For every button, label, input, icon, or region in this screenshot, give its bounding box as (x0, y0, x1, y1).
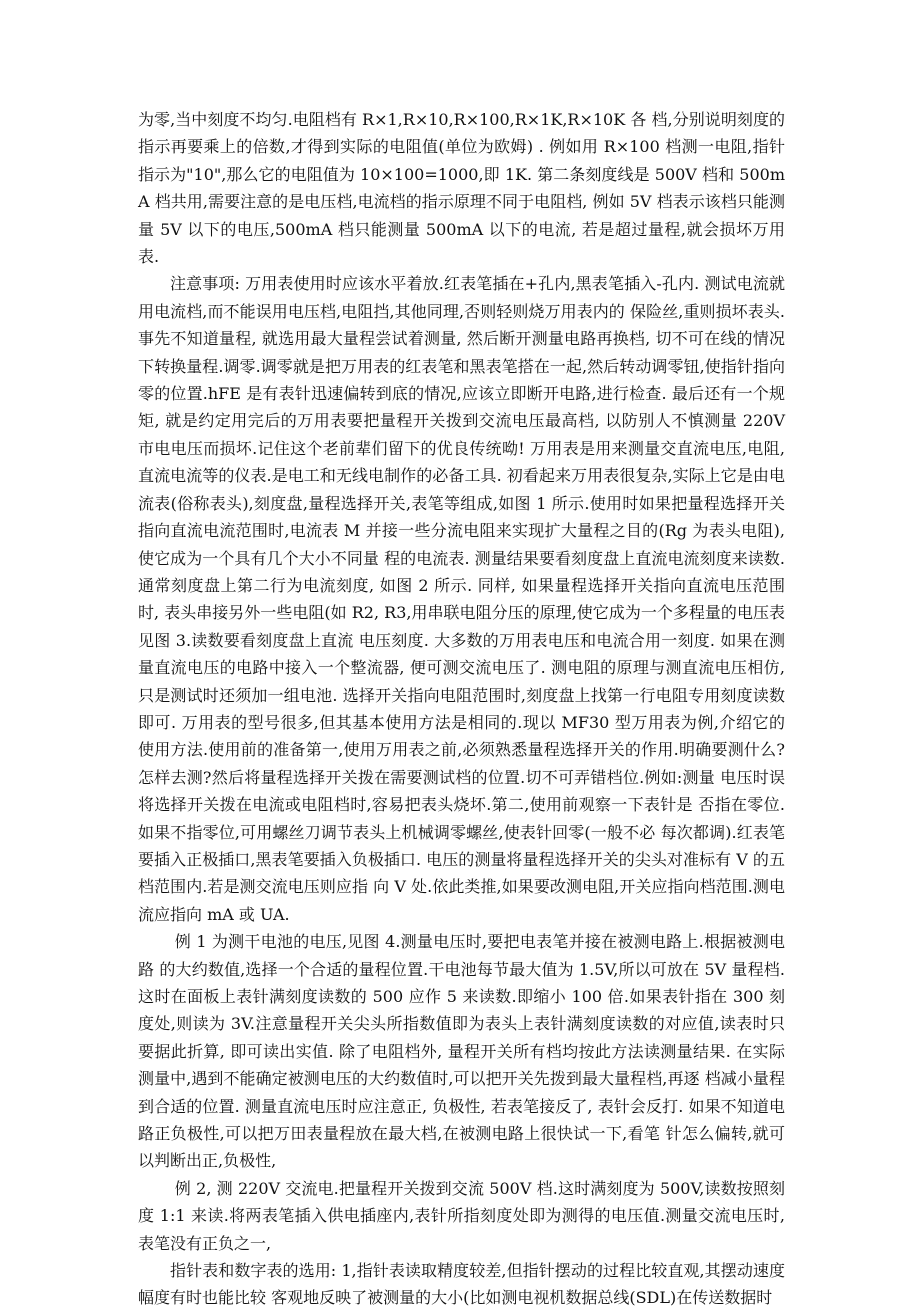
paragraph-3: 例 1 为测干电池的电压,见图 4.测量电压时,要把电表笔并接在被测电路上.根据被测电路 的大约数值,选择一个合适的量程位置.干电池每节最大值为 1.5V,所以可放在 5V 量程档.这时在面板上表针满刻度读数的 500 应作 5 来读数.即缩小 100 倍.如果表针指在 300 刻度处,则读为 3V.注意量程开关尖头所指数值即为表头上表针满刻度读数的对应值,读表时只要据此折算, 即可读出实值. 除了电阻档外, 量程开关所有档均按此方法读测量结果. 在实际测量中,遇到不能确定被测电压的大约数值时,可以把开关先拨到最大量程档,再逐 档减小量程到合适的位置. 测量直流电压时应注意正, 负极性, 若表笔接反了, 表针会反打. 如果不知道电路正负极性,可以把万田表量程放在最大档,在被测电路上很快试一下,看笔 针怎么偏转,就可以判断出正,负极性, (138, 932, 785, 1171)
paragraph-5: 指针表和数字表的选用: 1,指针表读取精度较差,但指针摆动的过程比较直观,其摆动速度幅度有时也能比较 客观地反映了被测量的大小(比如测电视机数据总线(SDL)在传送数据时 (138, 1261, 785, 1308)
paragraph-4: 例 2, 测 220V 交流电.把量程开关拨到交流 500V 档.这时满刻度为 500V,读数按照刻度 1:1 来读.将两表笔插入供电插座内,表针所指刻度处即为测得的电压值.测量交流电压时, 表笔没有正负之一, (138, 1178, 785, 1253)
document-body (138, 106, 785, 1312)
paragraph-2: 注意事项: 万用表使用时应该水平着放.红表笔插在+孔内,黑表笔插入-孔内. 测试电流就用电流档,而不能误用电压档,电阻挡,其他同理,否则轻则烧万用表内的 保险丝,重则损坏表头.事先不知道量程, 就选用最大量程尝试着测量, 然后断开测量电路再换档, 切不可在线的情况下转换量程.调零.调零就是把万用表的红表笔和黑表笔搭在一起,然后转动调零钮,使指针指向零的位置.hFE 是有表针迅速偏转到底的情况,应该立即断开电路,进行检查. 最后还有一个规矩, 就是约定用完后的万用表要把量程开关拨到交流电压最高档, 以防别人不慎测量 220V 市电电压而损坏.记住这个老前辈们留下的优良传统呦! 万用表是用来测量交直流电压,电阻,直流电流等的仪表.是电工和无线电制作的必备工具. 初看起来万用表很复杂,实际上它是由电流表(俗称表头),刻度盘,量程选择开关,表笔等组成,如图 1 所示.使用时如果把量程选择开关指向直流电流范围时,电流表 M 并接一些分流电阻来实现扩大量程之目的(Rg 为表头电阻),使它成为一个具有几个大小不同量 程的电流表. 测量结果要看刻度盘上直流电流刻度来读数. 通常刻度盘上第二行为电流刻度, 如图 2 所示. 同样, 如果量程选择开关指向直流电压范围时, 表头串接另外一些电阻(如 R2, R3,用串联电阻分压的原理,使它成为一个多程量的电压表见图 3.读数要看刻度盘上直流 电压刻度. 大多数的万用表电压和电流合用一刻度. 如果在测量直流电压的电路中接入一个整流器, 便可测交流电压了. 测电阻的原理与测直流电压相仿, 只是测试时还须加一组电池. 选择开关指向电阻范围时,刻度盘上找第一行电阻专用刻度读数即可. 万用表的型号很多,但其基本使用方法是相同的.现以 MF30 型万用表为例,介绍它的 使用方法.使用前的准备第一,使用万用表之前,必须熟悉量程选择开关的作用.明确要测什么?怎样去测?然后将量程选择开关拨在需要测试档的位置.切不可弄错档位.例如:测量 电压时误将选择开关拨在电流或电阻档时,容易把表头烧坏.第二,使用前观察一下表针是 否指在零位.如果不指零位,可用螺丝刀调节表头上机械调零螺丝,使表针回零(一般不必 每次都调).红表笔要插入正极插口,黑表笔要插入负极插口. 电压的测量将量程选择开关的尖头对准标有 V 的五档范围内.若是测交流电压则应指 向 V 处.依此类推,如果要改测电阻,开关应指向档范围.测电流应指向 mA 或 UA. (138, 274, 785, 924)
paragraph-1: 为零,当中刻度不均匀.电阻档有 R×1,R×10,R×100,R×1K,R×10K 各 档,分别说明刻度的指示再要乘上的倍数,才得到实际的电阻值(单位为欧姆) . 例如用 R×100 档测一电阻,指针指示为"10",那么它的电阻值为 10×100=1000,即 1K. 第二条刻度线是 500V 档和 500mA 档共用,需要注意的是电压档,电流档的指示原理不同于电阻档, 例如 5V 档表示该档只能测量 5V 以下的电压,500mA 档只能测量 500mA 以下的电流, 若是超过量程,就会损坏万用表. (138, 110, 785, 267)
